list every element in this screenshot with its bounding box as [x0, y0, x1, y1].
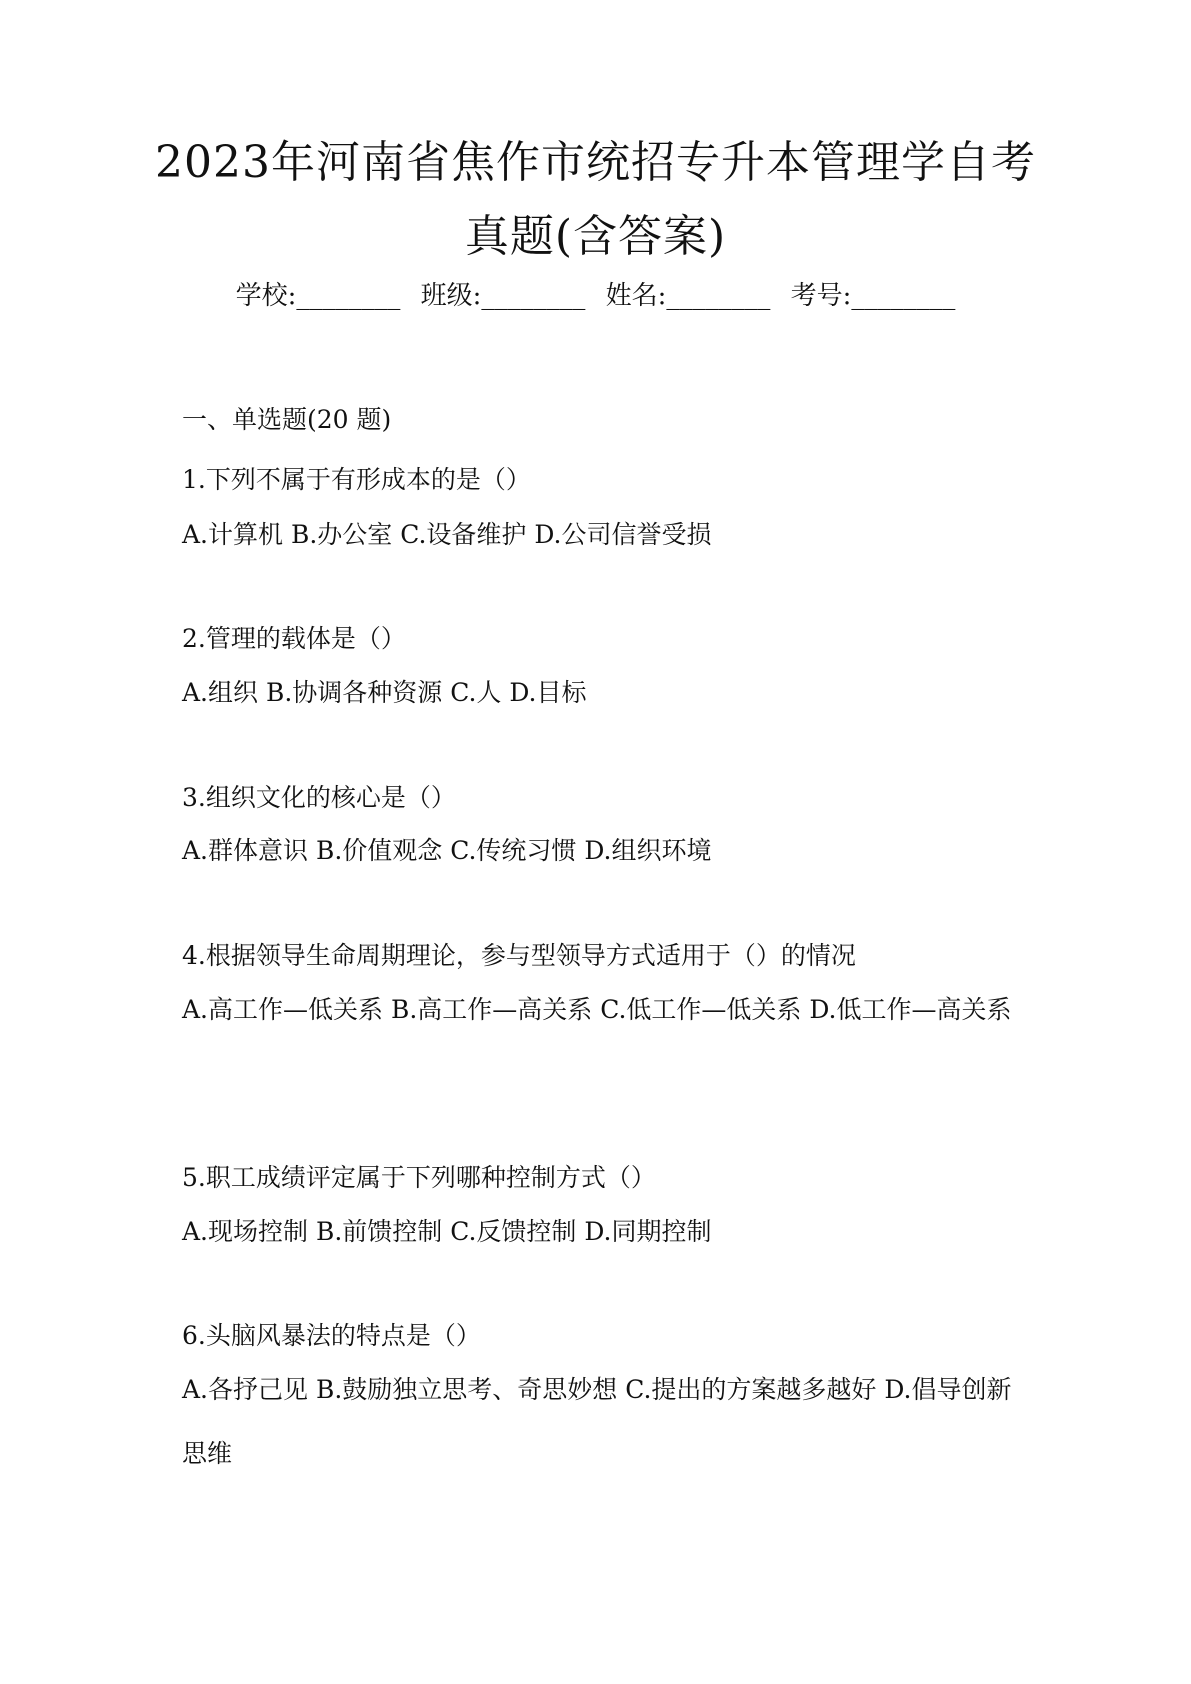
document-title: 2023年河南省焦作市统招专升本管理学自考真题(含答案) [155, 137, 1036, 262]
question-stem-6: 6.头脑风暴法的特点是（） [182, 1321, 481, 1350]
question-options-1: A.计算机 B.办公室 C.设备维护 D.公司信誉受损 [182, 520, 712, 549]
question-options-3: A.群体意识 B.价值观念 C.传统习惯 D.组织环境 [182, 836, 712, 865]
question-stem-5: 5.职工成绩评定属于下列哪种控制方式（） [182, 1163, 656, 1192]
question-stem-4: 4.根据领导生命周期理论，参与型领导方式适用于（）的情况 [182, 941, 856, 970]
school-field: 学校:________ [235, 281, 401, 311]
question-stem-1: 1.下列不属于有形成本的是（） [182, 465, 531, 494]
name-field: 姓名:________ [605, 281, 771, 311]
exam-number-field: 考号:________ [790, 281, 956, 311]
question-stem-2: 2.管理的载体是（） [182, 624, 406, 653]
question-options-6: A.各抒己见 B.鼓励独立思考、奇思妙想 C.提出的方案越多越好 D.倡导创新思维 [182, 1375, 1012, 1468]
student-info-fields [0, 276, 1191, 316]
question-options-4: A.高工作—低关系 B.高工作—高关系 C.低工作—低关系 D.低工作—高关系 [182, 995, 1012, 1024]
question-options-2: A.组织 B.协调各种资源 C.人 D.目标 [182, 678, 587, 707]
question-stem-3: 3.组织文化的核心是（） [182, 783, 456, 812]
class-field: 班级:________ [420, 281, 586, 311]
question-options-5: A.现场控制 B.前馈控制 C.反馈控制 D.同期控制 [182, 1217, 712, 1246]
section-heading: 一、单选题(20 题) [182, 405, 392, 434]
